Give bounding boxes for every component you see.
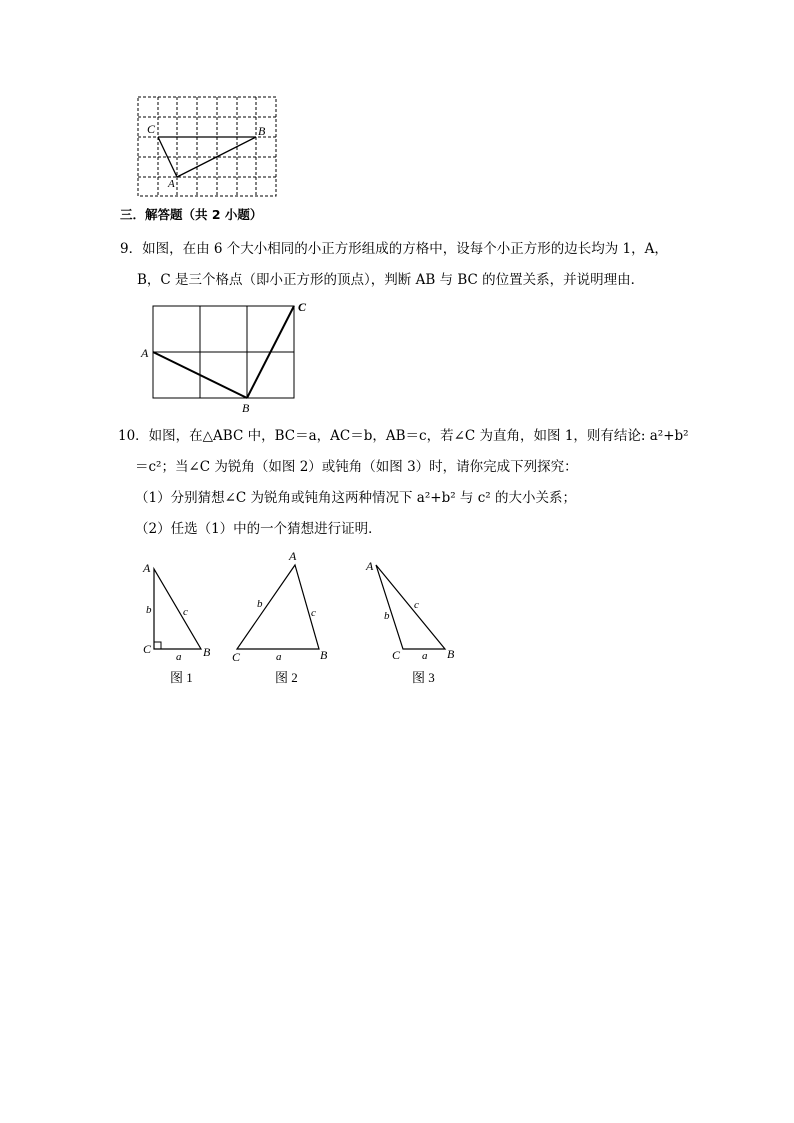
fig1-side-a: a [176, 651, 182, 663]
fig1-label-b: B [203, 645, 211, 659]
q10-text-line1: 10．如图，在△ABC 中，BC＝a，AC＝b，AB＝c，若∠C 为直角，如图 1，则有结论: a²+b² [118, 428, 689, 444]
prev-label-c: C [147, 122, 156, 136]
q10-text-line3: （1）分别猜想∠C 为锐角或钝角这两种情况下 a²+b² 与 c² 的大小关系； [135, 490, 576, 506]
triangle-figure-2 [225, 545, 340, 690]
fig2-side-b: b [257, 598, 263, 610]
fig2-side-a: a [276, 651, 282, 663]
q10-text-line2: ＝c²；当∠C 为锐角（如图 2）或钝角（如图 3）时，请你完成下列探究： [135, 459, 578, 475]
q10-text-line4: （2）任选（1）中的一个猜想进行证明． [135, 521, 382, 537]
q9-text-line1: 9．如图，在由 6 个大小相同的小正方形组成的方格中，设每个小正方形的边长均为 1，A， [120, 241, 668, 257]
fig2-label-b: B [320, 648, 328, 662]
dashed-grid [138, 97, 276, 196]
fig3-side-c: c [414, 599, 419, 611]
q9-grid [153, 306, 294, 398]
fig3-label-a: A [366, 559, 374, 573]
triangle-figure-1 [138, 555, 220, 690]
fig1-side-b: b [146, 604, 152, 616]
fig3-label-b: B [447, 647, 455, 661]
q9-text-line2: B，C 是三个格点（即小正方形的顶点），判断 AB 与 BC 的位置关系，并说明理由． [137, 272, 645, 288]
prev-label-b: B [258, 124, 266, 138]
fig3-side-a: a [422, 650, 428, 662]
q9-label-b: B [242, 401, 250, 415]
section-title: 三．解答题（共 2 小题） [120, 207, 263, 222]
fig1-side-c: c [183, 606, 188, 618]
fig2-label-c: C [232, 650, 241, 664]
fig2-label-a: A [289, 549, 297, 563]
prev-label-a: A [168, 178, 175, 190]
fig2-side-c: c [311, 607, 316, 619]
q9-label-c: C [298, 300, 307, 314]
prev-grid-figure [130, 90, 290, 200]
prev-triangle [158, 137, 256, 177]
fig2-caption: 图 2 [275, 670, 298, 685]
fig1-caption: 图 1 [170, 670, 193, 685]
fig3-label-c: C [392, 648, 401, 662]
fig1-label-a: A [143, 561, 151, 575]
fig3-caption: 图 3 [412, 670, 435, 685]
triangle-figure-3 [362, 555, 467, 690]
q9-label-a: A [141, 346, 149, 360]
fig1-label-c: C [143, 642, 152, 656]
right-angle-mark [154, 642, 161, 649]
fig3-side-b: b [384, 610, 390, 622]
q9-grid-figure [138, 298, 318, 416]
